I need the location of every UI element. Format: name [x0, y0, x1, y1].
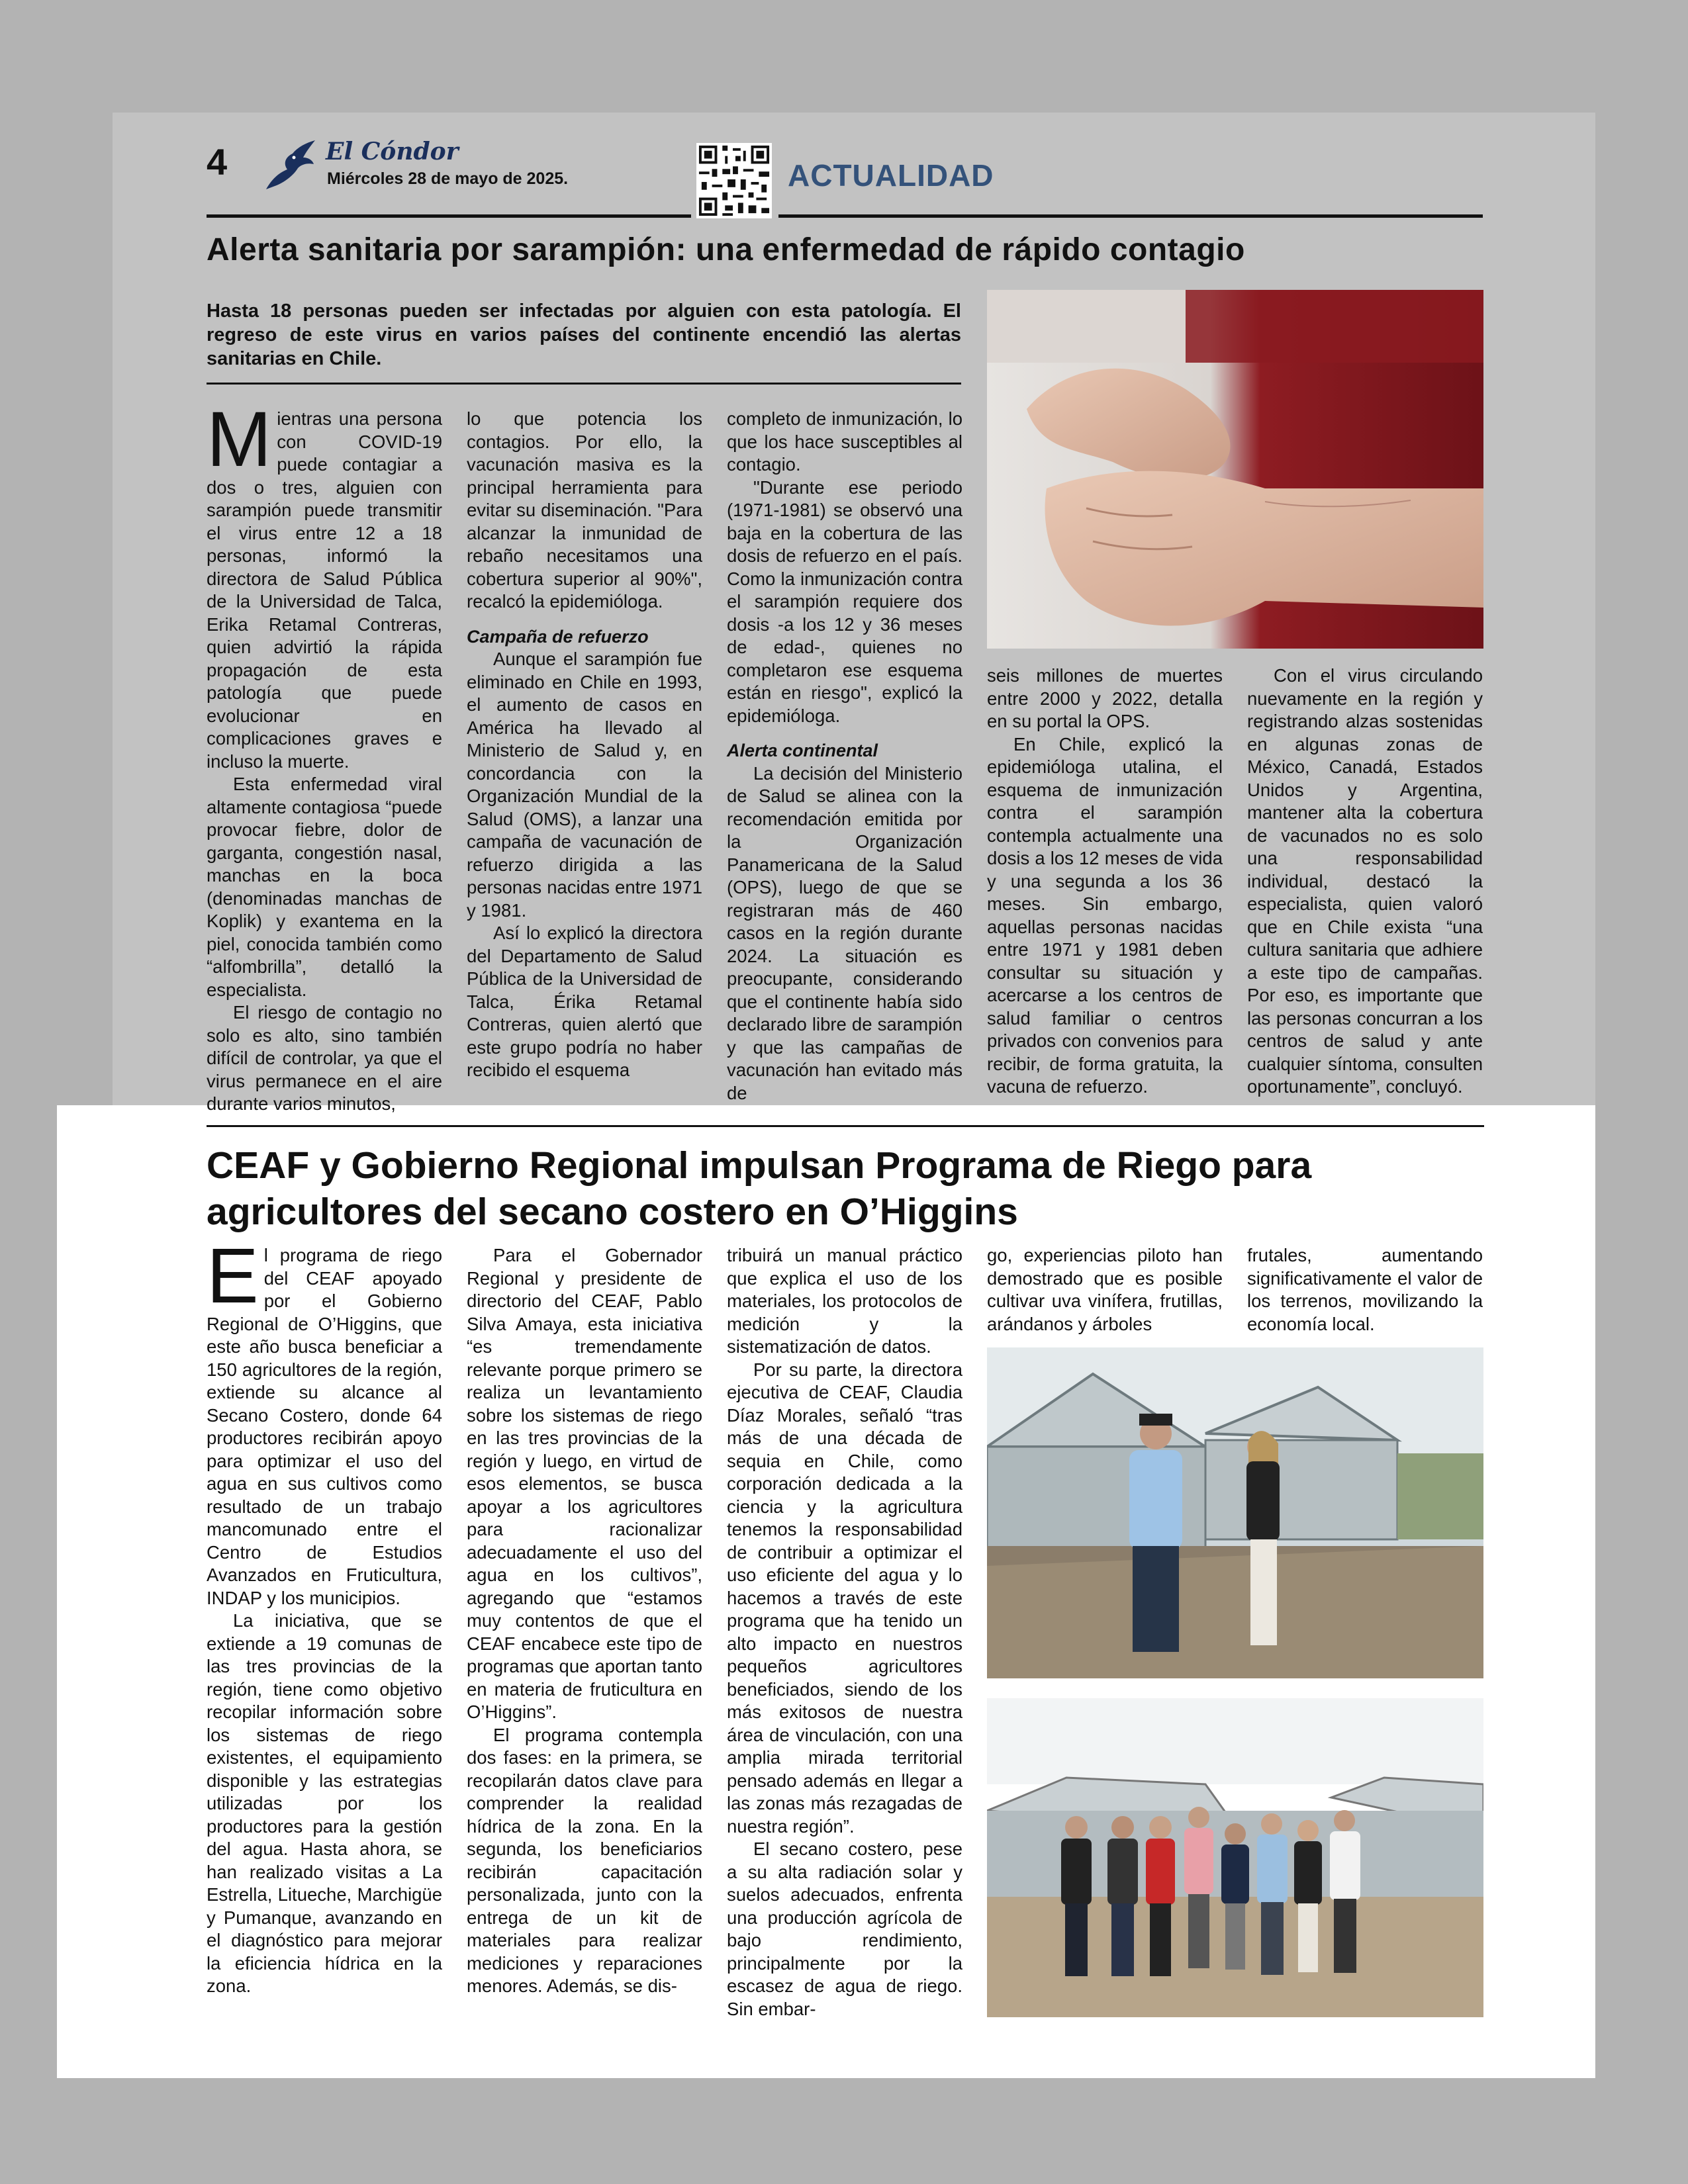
drop-cap: M: [207, 396, 272, 483]
paragraph: El secano costero, pese a su alta radiación solar y suelos adecuados, enfrenta una producción agrícola de bajo rendimiento, principalmente por la escasez de agua de riego. Sin embar-: [727, 1839, 962, 2019]
article-1-column-4: [987, 664, 1223, 1099]
paragraph: Así lo explicó la directora del Departamento de Salud Pública de la Universidad de Talca, Érika Retamal Contreras, quien alertó que este grupo podría no haber recibido el esquema: [467, 923, 702, 1080]
paragraph: frutales, aumentando significativamente el valor de los terrenos, movilizando la economía local.: [1247, 1245, 1483, 1334]
photo-greenhouse-visit: [987, 1347, 1483, 1678]
paragraph: lo que potencia los contagios. Por ello, la vacunación masiva es la principal herramienta para evitar su diseminación. "Para alcanzar la inmunidad de rebaño necesitamos una cobertura superior al 90%", recalcó la epidemióloga.: [467, 408, 702, 612]
paragraph: El riesgo de contagio no solo es alto, sino también difícil de controlar, ya que el virus permanece en el aire durante varios minutos,: [207, 1002, 442, 1114]
drop-cap: E: [207, 1232, 259, 1320]
condor-logo-icon: [263, 138, 318, 193]
article-1-headline: Alerta sanitaria por sarampión: una enfermedad de rápido contagio: [207, 232, 1245, 267]
article-1-column-2: [467, 408, 702, 1082]
photo-group-greenhouse: [987, 1698, 1483, 2017]
paragraph: l programa de riego del CEAF apoyado por el Gobierno Regional de O’Higgins, que este año busca beneficiar a 150 agricultores de la región, extiende su alcance al Secano Costero, donde 64 productores recibirán apoyo para optimizar el uso del agua en sus cultivos como resultado de un trabajo mancomunado entre el Centro de Estudios Avanzados en Fruticultura, INDAP y los municipios.: [207, 1245, 442, 1608]
paragraph: Para el Gobernador Regional y presidente de directorio del CEAF, Pablo Silva Amaya, esta iniciativa “es tremendamente relevante porque primero se realiza un levantamiento sobre los sistemas de riego en las tres provincias de la región y luego, en virtud de esos elementos, se busca apoyar a los agricultores para racionalizar adecuadamente el uso del agua en los cultivos”, agregando que “estamos muy contentos de que el CEAF encabece este tipo de programas que aportan tanto en materia de fruticultura en O’Higgins”.: [467, 1245, 702, 1722]
article-2-column-4: [987, 1244, 1223, 1336]
page-number: 4: [207, 141, 228, 183]
article-2-column-5: [1247, 1244, 1483, 1336]
paragraph: seis millones de muertes entre 2000 y 2022, detalla en su portal la OPS.: [987, 665, 1223, 731]
qr-code-icon[interactable]: [696, 143, 772, 218]
paragraph: tribuirá un manual práctico que explica el uso de los materiales, los protocolos de medición y la sistematización de datos.: [727, 1245, 962, 1357]
paragraph: completo de inmunización, lo que los hace susceptibles al contagio.: [727, 408, 962, 475]
article-1-column-5: [1247, 664, 1483, 1099]
paragraph: ientras una persona con COVID-19 puede contagiar a dos o tres, alguien con sarampión puede transmitir el virus entre 12 a 18 personas, informó la directora de Salud Pública de la Universidad de Talca, Erika Retamal Contreras, quien advirtió la rápida propagación de esta patología que puede evolucionar en complicaciones graves e incluso la muerte.: [207, 408, 442, 772]
header-rule-left: [207, 214, 691, 218]
article-2-column-2: [467, 1244, 702, 1998]
paragraph: Aunque el sarampión fue eliminado en Chile en 1993, el aumento de casos en América ha llevado al Ministerio de Salud y, en concordancia con la Organización Mundial de la Salud (OMS), a lanzar una campaña de vacunación de refuerzo dirigida a las personas nacidas entre 1971 y 1981.: [467, 649, 702, 921]
paragraph: Con el virus circulando nuevamente en la región y registrando alzas sostenidas en algunas zonas de México, Canadá, Estados Unidos y Argentina, mantener alta la cobertura de vacunados no es solo una responsabilidad individual, destacó la especialista, quien valoró que en Chile exista “una cultura sanitaria que adhiere a este tipo de campañas. Por eso, es importante que las personas concurran a los centros de salud y ante cualquier síntoma, consulten oportunamente”, concluyó.: [1247, 665, 1483, 1097]
paragraph: La decisión del Ministerio de Salud se alinea con la recomendación emitida por la Organización Panamericana de la Salud (OPS), luego de que se registraran más de 460 casos en la región durante 2024. La situación es preocupante, considerando que el continente había sido declarado libre de sarampión y que las campañas de vacunación han evitado más de: [727, 762, 962, 1103]
issue-date: Miércoles 28 de mayo de 2025.: [327, 169, 569, 188]
article-2-column-3: [727, 1244, 962, 2021]
article-2-column-1: [207, 1232, 442, 1998]
paragraph: La iniciativa, que se extiende a 19 comunas de las tres provincias de la región, tiene como objetivo recopilar información sobre los sistemas de riego existentes, el equipamiento disponible y las estrategias utilizadas por los productores para la gestión del agua. Hasta ahora, se han realizado visitas a La Estrella, Litueche, Marchigüe y Pumanque, avanzando en el diagnóstico para mejorar la eficiencia hídrica en la zona.: [207, 1610, 442, 1996]
article-1-column-1: [207, 396, 442, 1116]
paragraph: En Chile, explicó la epidemióloga utalina, el esquema de inmunización contra el sarampión contempla actualmente una dosis a los 12 meses de vida y una segunda a los 36 meses. Sin embargo, aquellas personas nacidas entre 1971 y 1981 deben consultar su situación y acercarse a los centros de salud familiar o centros privados con convenios para recibir, de forma gratuita, la vacuna de refuerzo.: [987, 733, 1223, 1097]
paragraph: go, experiencias piloto han demostrado que es posible cultivar uva vinífera, frutillas, arándanos y árboles: [987, 1245, 1223, 1334]
article-1-column-3: [727, 408, 962, 1105]
photo-hands-scratching: [987, 290, 1483, 649]
section-label: ACTUALIDAD: [788, 158, 994, 193]
article-2-headline: CEAF y Gobierno Regional impulsan Programa de Riego para agricultores del secano costero en O’Higgins: [207, 1144, 1312, 1233]
subheading: Alerta continental: [727, 741, 878, 760]
header-rule-right: [778, 214, 1483, 218]
masthead-title: El Cóndor: [326, 138, 459, 165]
paragraph: Esta enfermedad viral altamente contagiosa “puede provocar fiebre, dolor de garganta, congestión nasal, manchas en la boca (denominadas manchas de Koplik) y exantema en la piel, conocida también como “alfombrilla”, detalló la especialista.: [207, 774, 442, 1000]
paragraph: Por su parte, la directora ejecutiva de CEAF, Claudia Díaz Morales, señaló “tras más de una década de sequia en Chile, como corporación dedicada a la ciencia y la agricultura tenemos la responsabilidad de contribuir a optimizar el uso eficiente del agua y lo hacemos a través de este programa que ha tenido un alto impacto en nuestros pequeños agricultores beneficiados, siendo de los más exitosos de nuestra área de vinculación, con una amplia mirada territorial pensado además en llegar a las zonas más rezagadas de nuestra región”.: [727, 1359, 962, 1837]
lead-rule: [207, 383, 961, 385]
paragraph: El programa contempla dos fases: en la primera, se recopilarán datos clave para comprender la realidad hídrica de la zona. En la segunda, los beneficiarios recibirán capacitación personalizada, junto con la entrega de un kit de materiales para realizar mediciones y reparaciones menores. Además, se dis-: [467, 1724, 702, 1996]
subheading: Campaña de refuerzo: [467, 626, 649, 647]
article-1-lead: Hasta 18 personas pueden ser infectadas por alguien con esta patología. El regreso de este virus en varios países del continente encendió las alertas sanitarias en Chile.: [207, 300, 961, 369]
article-divider: [207, 1125, 1484, 1127]
paragraph: "Durante ese periodo (1971-1981) se observó una baja en la cobertura de las dosis de refuerzo en el país. Como la inmunización contra el sarampión requiere dos dosis -a los 12 y 36 meses de edad-, quienes no completaron ese esquema están en riesgo", explicó la epidemióloga.: [727, 477, 962, 726]
